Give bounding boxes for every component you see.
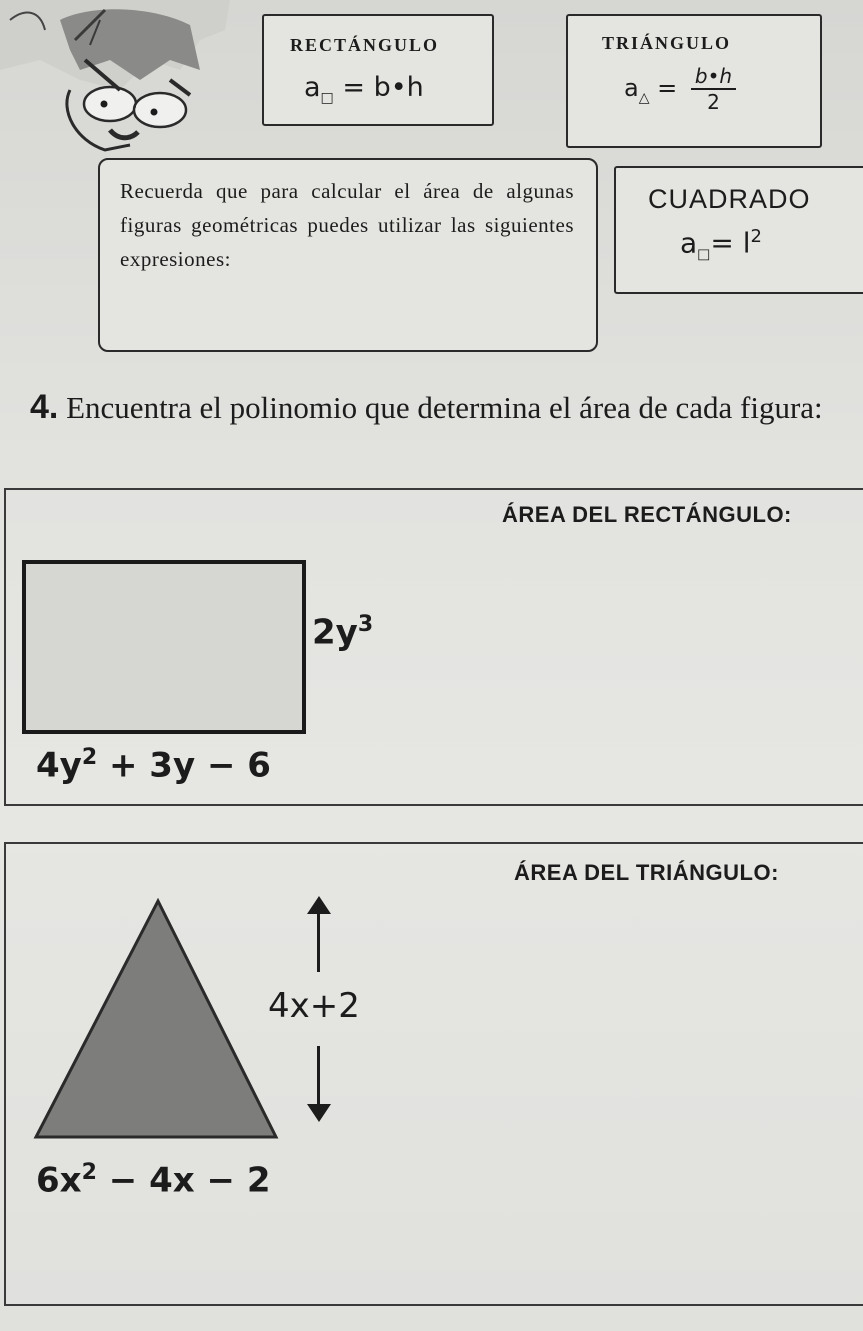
square-card-title: CUADRADO: [648, 184, 811, 214]
height-exponent: 3: [357, 612, 374, 637]
height-arrow-down-line: [317, 1046, 320, 1106]
width-term-rest: + 3y − 6: [97, 745, 271, 786]
formula-fraction: [691, 64, 736, 114]
rectangle-area-formula: [304, 72, 424, 106]
rectangle-card-title: rectángulo: [290, 30, 440, 57]
rectangle-formula-card: [262, 14, 494, 126]
triangle-area-formula: [624, 64, 736, 114]
rectangle-height-label: [312, 612, 373, 652]
square-formula-card: [614, 166, 863, 294]
base-term-rest: − 4x − 2: [96, 1160, 271, 1201]
triangle-base-label: [36, 1160, 270, 1200]
formula-subscript: □: [320, 90, 334, 106]
height-base: 2y: [312, 612, 358, 653]
triangle-height-label: 4x+2: [268, 986, 360, 1026]
base-exponent: 2: [81, 1160, 97, 1185]
arrow-up-icon: [306, 896, 332, 916]
width-exponent: 2: [81, 745, 98, 770]
base-term-1: 6x: [36, 1160, 82, 1201]
triangle-section-title: ÁREA DEL TRIÁNGULO:: [514, 860, 779, 885]
formula-equals: =: [657, 74, 678, 102]
formula-exponent: 2: [750, 226, 762, 247]
formula-rhs: = l: [710, 226, 751, 260]
fraction-denominator: 2: [707, 90, 720, 114]
triangle-formula-card: [566, 14, 822, 148]
formula-lhs: a: [304, 72, 321, 103]
question-number: 4.: [30, 388, 59, 426]
question-text: Encuentra el polinomio que determina el área de cada figura:: [66, 390, 823, 425]
formula-subscript: △: [638, 90, 650, 106]
question-4: [30, 381, 860, 434]
formula-lhs: a: [680, 226, 698, 260]
arrow-down-icon: [306, 1104, 332, 1124]
reminder-note-text: Recuerda que para calcular el área de algunas figuras geométricas puedes utilizar las siguientes expresiones:: [120, 179, 574, 271]
formula-lhs: a: [624, 74, 639, 102]
width-term-1: 4y: [36, 745, 82, 786]
square-area-formula: [680, 226, 762, 262]
fraction-numerator: b•h: [691, 64, 736, 90]
rectangle-section-title: ÁREA DEL RECTÁNGULO:: [502, 502, 792, 527]
formula-subscript: □: [697, 246, 711, 263]
cartoon-character-illustration: [0, 0, 230, 170]
rectangle-width-label: [36, 745, 271, 785]
reminder-note-card: [98, 158, 598, 352]
triangle-card-title: triángulo: [602, 28, 732, 55]
rectangle-figure: [22, 560, 306, 734]
height-arrow-up-line: [317, 910, 320, 972]
formula-rhs: = b•h: [342, 72, 424, 103]
